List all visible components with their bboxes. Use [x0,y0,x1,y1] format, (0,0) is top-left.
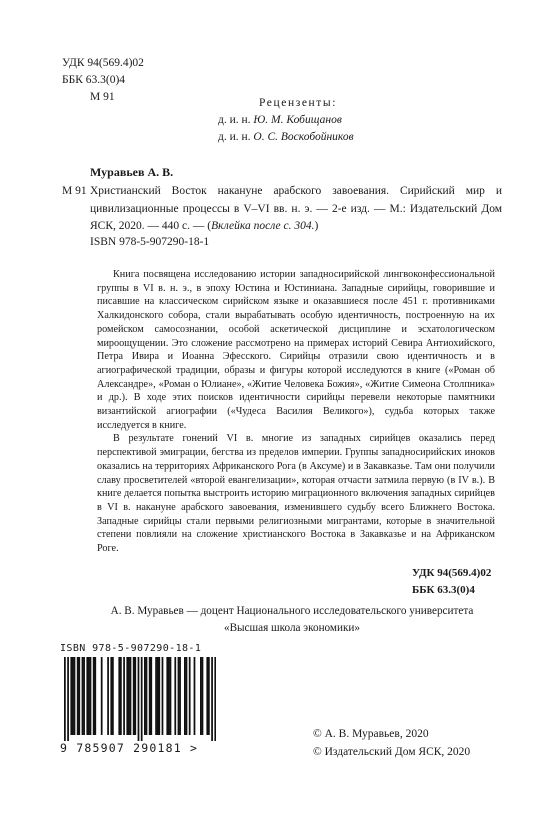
barcode-bar [186,657,188,735]
reviewer-2-name: О. С. Воскобойников [253,131,354,143]
annotation-paragraph-1: Книга посвящена исследованию истории западносирийской лингвоконфессиональной группы в VI в. н. э., в эпоху Юстина и Юстиниана. Западные сирийцы, говорившие и писавшие на классическом сирийском языке и оказавшиеся после 451 г. противниками Халкидонского собора, стали вырабатывать особую идентичность, построенную на их ромейском самосознании, особой аскетической дисциплине и эсхатологическом мироощущении. Это сложение рассмотрено на примерах историй Севира Антиохийского, Петра Ивира и Иоанна Эфесского. Сирийцы отразили свою идентичность и в агиографической традиции, образы и фигуры которой исследуются в книге («Роман об Александре», «Роман о Юлиане», «Житие Человека Божия», «Житие Симеона Столпника» и др.). В ходе этих поисков идентичности сирийцы перевели некоторые памятники византийской агиографии («Чудеса Василия Великого»), судьба которых также исследуется в книге. [97,269,495,431]
barcode-bar [123,657,125,735]
barcode-bar [174,657,176,735]
barcode-bar [82,657,84,735]
reviewers-block [200,95,430,146]
reviewer-1-degree: д. и. н. [218,114,251,126]
barcode-bar [90,657,92,735]
author-info-line-2: «Высшая школа экономики» [223,622,361,634]
author-info [92,603,492,637]
udk-footer [412,565,491,599]
barcode-bar [134,657,136,735]
barcode-bar [70,657,72,735]
barcode-bar [184,657,186,735]
barcode-bar [72,657,74,735]
barcode-bar [101,657,103,735]
barcode-bar [189,657,191,735]
barcode-digits: 9 785907 290181 > [60,741,199,755]
catalog-author: Муравьев А. В. [90,165,174,179]
barcode-bar [144,657,146,735]
barcode-bar [211,657,213,741]
barcode-bar [168,657,170,735]
barcode-bar [77,657,79,735]
barcode-bar [64,657,66,741]
barcode-bar [149,657,151,735]
barcode-bar [138,657,140,741]
barcode-bar [93,657,95,735]
reviewer-2-degree: д. и. н. [218,131,251,143]
reviewers-title: Рецензенты: [258,97,338,109]
barcode-bar [155,657,157,735]
barcode-bar [112,657,114,735]
reviewer-1 [200,112,430,129]
copyright-block [313,726,470,761]
barcode-bar [107,657,109,735]
isbn-line: ISBN 978-5-907290-18-1 [90,236,210,248]
udk-footer-code: УДК 94(569.4)02 [412,567,492,579]
udk-header [62,55,144,106]
catalog-description-text: Христианский Восток накануне арабского завоевания. Сирийский мир и цивилизационные процессы в V–VI вв. н. э. — 2-е изд. — М.: Издательский Дом ЯСК, 2020. — 440 с. — ( [90,185,502,232]
annotation-paragraph-2: В результате гонений VI в. многие из западных сирийцев оказались перед перспективой эмиграции, бегства из пределов империи. Группы западносирийских иноков оказались на территориях Африканского Рога (в Аксуме) и в Закавказье. Там они получили славу просветителей «второй евангелизации», которая отчасти затмила первую (в IV в.). В книге делается попытка выстроить историю миграционного включения западных сирийцев в VI в. накануне арабского завоевания, изменившего судьбу всего Ближнего Востока. Западные сирийцы стали первыми религиозными мигрантами, которые в значительной степени повлияли на сложение христианского Востока в Закавказье и на Африканском Роге. [97,433,495,555]
barcode-bar [74,657,76,735]
barcode-bar [170,657,172,735]
copyright-author: © А. В. Муравьев, 2020 [313,728,429,740]
barcode-bar [200,657,202,735]
author-info-line-1: А. В. Муравьев — доцент Национального исследовательского университета [110,605,474,617]
bbk-code: ББК 63.3(0)4 [62,74,126,86]
barcode-bar [157,657,159,735]
barcode-bar [141,657,143,741]
barcode-bar [150,657,152,735]
barcode-bar [83,657,85,735]
barcode-bar [128,657,130,735]
barcode-bars [64,657,216,741]
udk-code: УДК 94(569.4)02 [62,57,144,69]
author-mark: М 91 [90,91,115,103]
barcode-bar [110,657,112,735]
catalog-code: М 91 [62,185,87,197]
barcode-bar [214,657,216,741]
barcode-bar [162,657,164,735]
copyright-publisher: © Издательский Дом ЯСК, 2020 [313,745,471,758]
barcode-bar [118,657,120,735]
barcode-bar [166,657,168,735]
reviewer-1-name: Ю. М. Кобищанов [253,114,342,126]
barcode-bar [88,657,90,735]
barcode-bar [208,657,210,735]
barcode-bar [86,657,88,735]
barcode-bar [158,657,160,735]
barcode-bar [206,657,208,735]
barcode-bar [67,657,69,741]
reviewer-2 [200,129,430,146]
barcode-bar [120,657,122,735]
barcode-bar [178,657,180,735]
barcode-bar [179,657,181,735]
barcode-bar [146,657,148,735]
barcode-bar [130,657,132,735]
catalog-entry [62,183,502,236]
barcode-bar [194,657,196,735]
barcode-bar [94,657,96,735]
annotation [97,268,495,556]
isbn-barcode [60,643,220,761]
barcode-bar [202,657,204,735]
barcode-isbn-text: ISBN 978-5-907290-18-1 [60,643,202,654]
catalog-closing: ) [314,220,319,232]
barcode-bar [126,657,128,735]
insert-note: Вклейка после с. 304. [211,220,315,232]
barcode-bar [133,657,135,735]
bbk-footer-code: ББК 63.3(0)4 [412,584,475,596]
barcode-bar [78,657,80,735]
catalog-description [90,183,502,236]
